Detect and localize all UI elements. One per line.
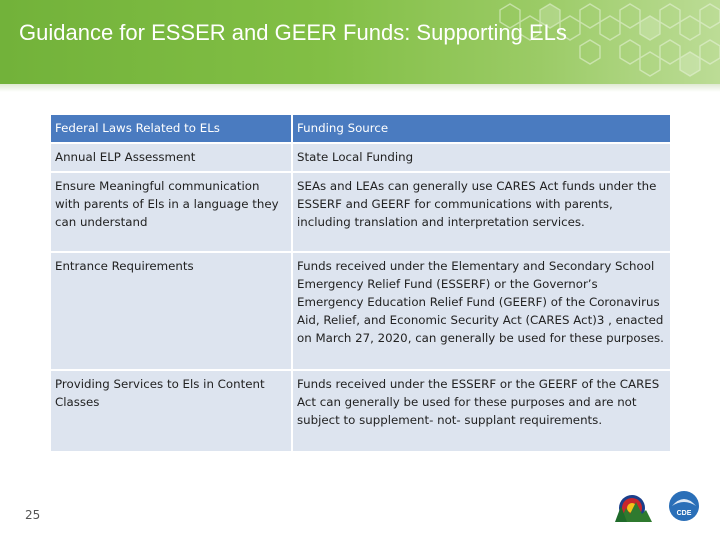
table-row: [51, 371, 670, 451]
federal-laws-table: [49, 113, 672, 453]
table-row: [51, 144, 670, 171]
banner-divider: [0, 84, 720, 92]
table-header-row: [51, 115, 670, 142]
slide-title: Guidance for ESSER and GEER Funds: Supporting ELs: [19, 20, 567, 45]
table-cell-law: Providing Services to Els in Content Classes: [51, 371, 291, 451]
table-cell-funding: SEAs and LEAs can generally use CARES Act funds under the ESSERF and GEERF for communications with parents, including translation and interpretation services.: [293, 173, 670, 251]
header-cell-federal-laws: Federal Laws Related to ELs: [51, 115, 291, 142]
table-cell-funding: State Local Funding: [293, 144, 670, 171]
title-banner: [0, 0, 720, 84]
logos: [612, 484, 710, 530]
table-cell-funding: Funds received under the Elementary and Secondary School Emergency Relief Fund (ESSERF) or the Governor’s Emergency Education Relief Fund (GEERF) of the Coronavirus Aid, Relief, and Economic Security Act (CARES Act)3 , enacted on March 27, 2020, can generally be used for these purposes.: [293, 253, 670, 369]
colorado-logo: [615, 495, 652, 522]
table-row: [51, 253, 670, 369]
table-cell-law: Entrance Requirements: [51, 253, 291, 369]
table-cell-funding: Funds received under the ESSERF or the GEERF of the CARES Act can generally be used for these purposes and are not subject to supplement- not- supplant requirements.: [293, 371, 670, 451]
table-row: [51, 173, 670, 251]
svg-text:CDE: CDE: [676, 510, 692, 517]
cde-logo: [669, 491, 699, 521]
header-cell-funding-source: Funding Source: [293, 115, 670, 142]
page-number: 25: [25, 508, 41, 522]
table-cell-law: Ensure Meaningful communication with parents of Els in a language they can understand: [51, 173, 291, 251]
table-cell-law: Annual ELP Assessment: [51, 144, 291, 171]
